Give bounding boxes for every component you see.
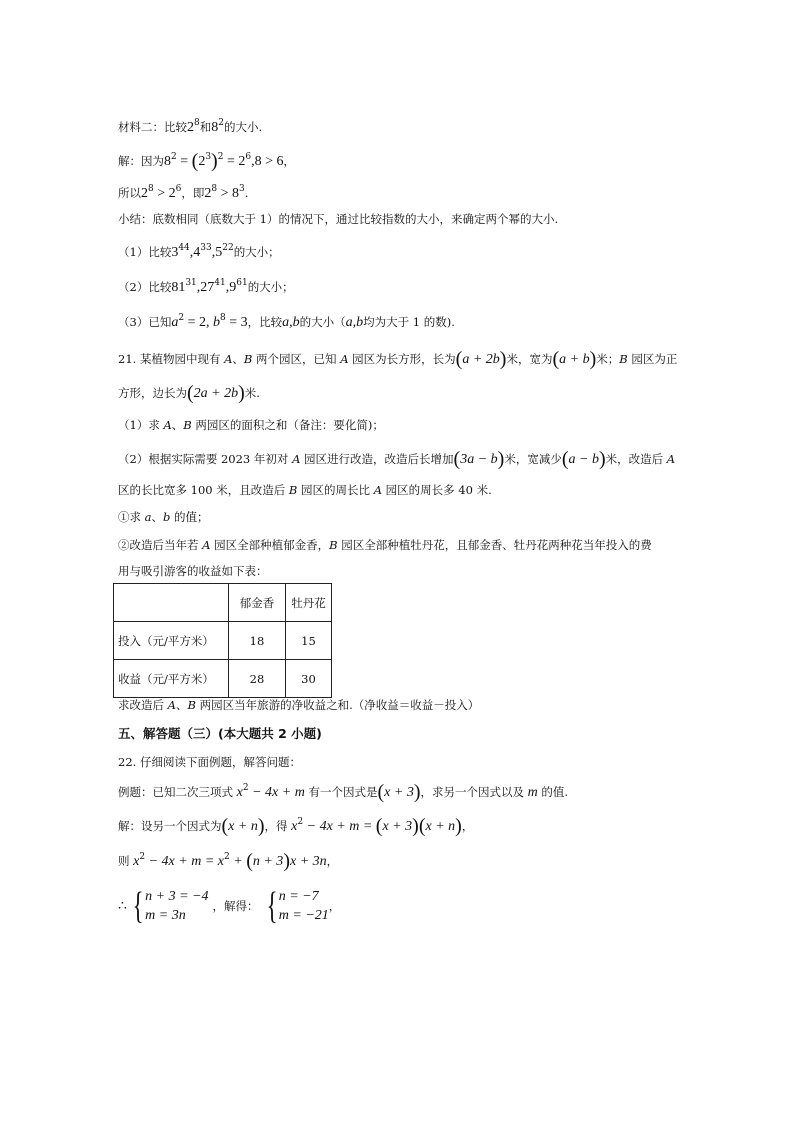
table-header-cell: 牡丹花 xyxy=(286,584,332,622)
problem-21-line-2: 方形，边长为(2a + 2b)米. xyxy=(118,382,260,404)
therefore-symbol: ∴ xyxy=(118,898,127,914)
left-brace: { xyxy=(132,885,144,927)
problem-21-sub-2-line-1: ②改造后当年若 A 园区全部种植郁金香，B 园区全部种植牡丹花，且郁金香、牡丹花两种花当年投入的费 xyxy=(118,538,652,552)
material2-title: 材料二：比较$2^8$和$8^2$的大小. xyxy=(118,118,263,135)
left-brace: { xyxy=(266,885,278,927)
problem-22-solution: 解：设另一个因式为(x + n)，得 $x^2 - 4x + m = (x + 3)(x + n)$， xyxy=(118,815,474,837)
question-2: （2）比较$81^{31},27^{41},9^{61}$的大小； xyxy=(118,278,294,295)
material2-solution: 解：因为$8^2 = (2^3)^2 = 2^6,8 > 6$， xyxy=(118,150,295,172)
equation-row: m = −21 xyxy=(278,908,329,923)
table-cell: 投入（元/平方米） xyxy=(114,622,229,660)
cost-revenue-table xyxy=(113,583,332,698)
equation-row: n + 3 = −4 xyxy=(145,889,209,904)
table-cell: 18 xyxy=(229,622,286,660)
question-3: （3）已知$a^2 = 2$, $b^8 = 3$，比较a,b的大小（a,b均为大于 1 的数). xyxy=(118,313,455,330)
problem-21-q2-line-2: 区的长比宽多 100 米，且改造后 B 园区的周长比 A 园区的周长多 40 米. xyxy=(118,483,492,497)
table-cell: 30 xyxy=(286,660,332,698)
material2-conclusion: 所以$2^8 > 2^6$，即$2^8 > 8^3$. xyxy=(118,184,249,201)
equation-system-2 xyxy=(279,887,329,925)
table-header-row xyxy=(114,584,332,622)
solve-label: ，解得： xyxy=(212,899,259,913)
table-cell: 收益（元/平方米） xyxy=(114,660,229,698)
section-5-heading: 五、解答题（三）(本大题共 2 小题) xyxy=(118,726,322,741)
problem-21-q1: （1）求 A、B 两园区的面积之和（备注：要化简)； xyxy=(118,418,384,432)
problem-21-sub-2-line-2: 用与吸引游客的收益如下表： xyxy=(118,564,268,578)
problem-22-intro: 22. 仔细阅读下面例题，解答问题： xyxy=(118,755,301,769)
problem-22-example: 例题：已知二次三项式 $x^2 - 4x + m$ 有一个因式是(x + 3)，求另一个因式以及 m 的值. xyxy=(118,781,569,803)
problem-21-final: 求改造后 A、B 两园区当年旅游的净收益之和.（净收益＝收益－投入） xyxy=(118,698,480,712)
table-cell: 28 xyxy=(229,660,286,698)
problem-21-line-1: 21. 某植物园中现有 A、B 两个园区，已知 A 园区为长方形，长为(a + 2b)米，宽为(a + b)米；B 园区为正 xyxy=(118,348,678,370)
table-row xyxy=(114,660,332,698)
problem-21-q2-line-1: （2）根据实际需要 2023 年初对 A 园区进行改造，改造后长增加(3a − b)米，宽减少(a − b)米，改造后 A xyxy=(118,448,676,470)
material2-summary: 小结：底数相同（底数大于 1）的情况下，通过比较指数的大小，来确定两个幂的大小. xyxy=(118,212,559,226)
question-1: （1）比较$3^{44},4^{33},5^{22}$的大小； xyxy=(118,243,280,260)
table-header-cell xyxy=(114,584,229,622)
equation-row: m = 3n xyxy=(145,908,186,923)
table-row xyxy=(114,622,332,660)
equation-system-1 xyxy=(145,887,208,925)
equation-system-row xyxy=(118,887,340,925)
equation-row: n = −7 xyxy=(278,889,319,904)
problem-22-then: 则 $x^2 - 4x + m = x^2 + (n + 3)x + 3n$， xyxy=(118,850,339,872)
table-cell: 15 xyxy=(286,622,332,660)
problem-21-sub-1: ①求 a、b 的值； xyxy=(118,510,209,524)
system-end-comma: ， xyxy=(328,899,341,913)
table-header-cell: 郁金香 xyxy=(229,584,286,622)
